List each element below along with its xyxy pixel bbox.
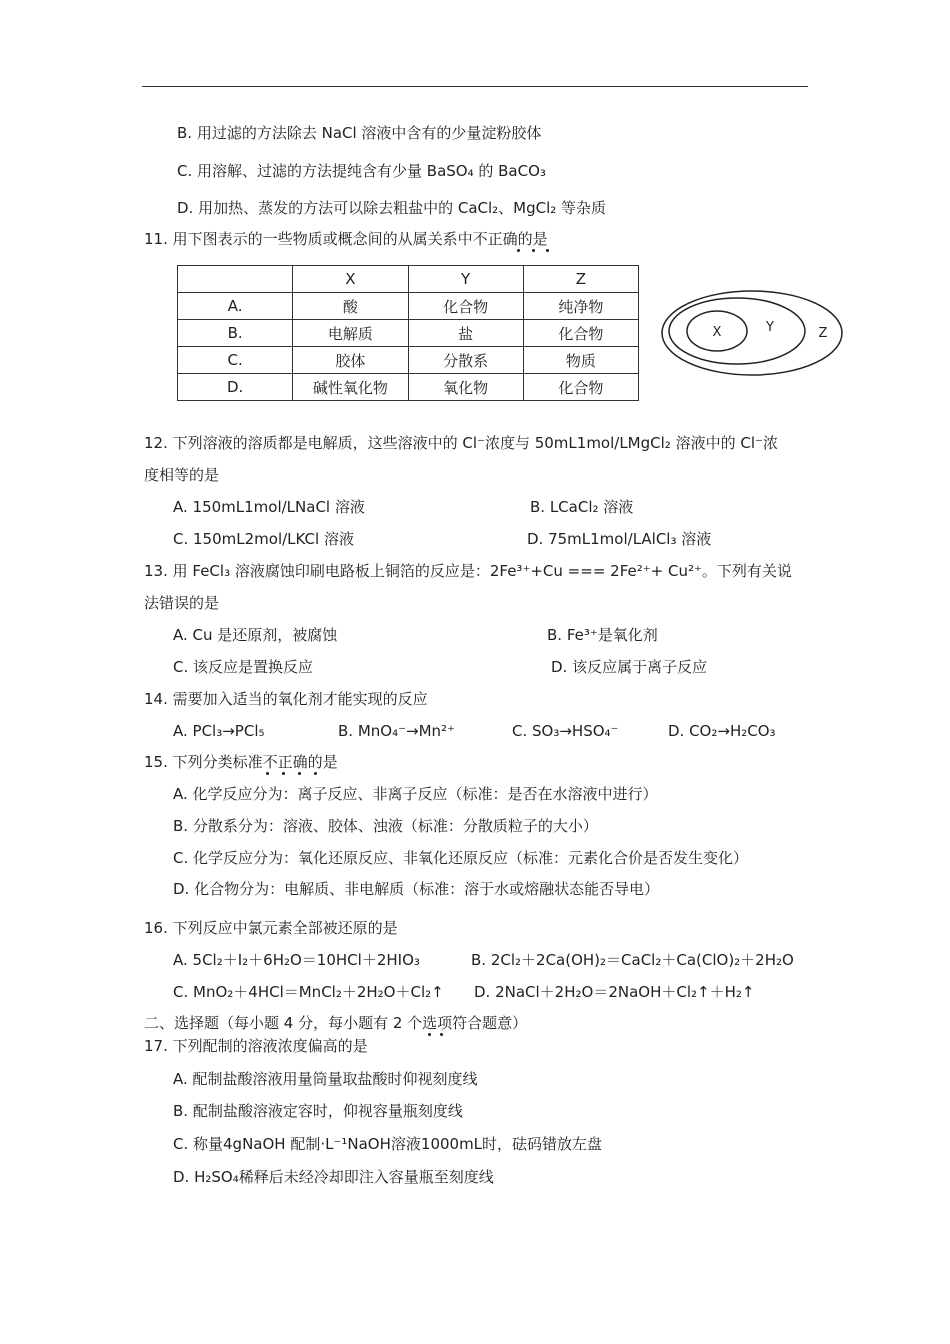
q15-option-a: A. 化学反应分为：离子反应、非离子反应（标准：是否在水溶液中进行） — [173, 785, 658, 803]
venn-diagram — [660, 289, 850, 379]
q14-option-a: A. PCl₃→PCl₅ — [173, 722, 265, 740]
q11-stem: 11. 用下图表示的一些物质或概念间的从属关系中不正确的是 — [144, 230, 548, 248]
table-cell: A. — [178, 293, 293, 320]
venn-outer-ellipse — [662, 291, 842, 375]
table-header-row — [178, 266, 639, 293]
emphasis-dots — [512, 249, 552, 255]
table-cell: D. — [178, 374, 293, 401]
table-cell: 胶体 — [293, 347, 408, 374]
table-header-cell: X — [293, 266, 408, 293]
table-cell: 分散系 — [408, 347, 523, 374]
q15-option-b: B. 分散系分为：溶液、胶体、浊液（标准：分散质粒子的大小） — [173, 817, 598, 835]
q14-stem: 14. 需要加入适当的氧化剂才能实现的反应 — [144, 690, 428, 708]
section-heading: 二、选择题（每小题 4 分，每小题有 2 个选项符合题意） — [144, 1014, 528, 1032]
q13-stem-line2: 法错误的是 — [144, 594, 220, 612]
q12-option-a: A. 150mL1mol/LNaCl 溶液 — [173, 498, 365, 516]
table-row — [178, 374, 639, 401]
venn-label-y: Y — [766, 320, 774, 335]
q13-option-a: A. Cu 是还原剂，被腐蚀 — [173, 626, 338, 644]
table-cell: 碱性氧化物 — [293, 374, 408, 401]
emphasis-dots — [426, 1033, 446, 1039]
venn-middle-ellipse — [669, 298, 805, 364]
q16-stem: 16. 下列反应中氯元素全部被还原的是 — [144, 919, 398, 937]
q15-option-c: C. 化学反应分为：氧化还原反应、非氧化还原反应（标准：元素化合价是否发生变化） — [173, 849, 749, 867]
q16-option-a: A. 5Cl₂＋I₂＋6H₂O＝10HCl＋2HIO₃ — [173, 951, 420, 969]
table-cell: 电解质 — [293, 320, 408, 347]
q10-option-c: C. 用溶解、过滤的方法提纯含有少量 BaSO₄ 的 BaCO₃ — [177, 162, 546, 180]
q17-option-d: D. H₂SO₄稀释后未经冷却即注入容量瓶至刻度线 — [173, 1168, 494, 1186]
q16-option-d: D. 2NaCl＋2H₂O＝2NaOH＋Cl₂↑＋H₂↑ — [474, 983, 755, 1001]
q13-stem-line1: 13. 用 FeCl₃ 溶液腐蚀印刷电路板上铜箔的反应是：2Fe³⁺+Cu === 2Fe²⁺+ Cu²⁺。下列有关说 — [144, 562, 792, 580]
table-header-cell: Z — [523, 266, 638, 293]
emphasis-dots — [264, 772, 324, 778]
table-cell: B. — [178, 320, 293, 347]
q12-option-c: C. 150mL2mol/LKCl 溶液 — [173, 530, 354, 548]
q10-option-b: B. 用过滤的方法除去 NaCl 溶液中含有的少量淀粉胶体 — [177, 124, 542, 142]
q17-option-b: B. 配制盐酸溶液定容时，仰视容量瓶刻度线 — [173, 1102, 463, 1120]
table-cell: 化合物 — [523, 374, 638, 401]
table-row — [178, 347, 639, 374]
q12-option-b: B. LCaCl₂ 溶液 — [530, 498, 634, 516]
q12-stem-line1: 12. 下列溶液的溶质都是电解质，这些溶液中的 Cl⁻浓度与 50mL1mol/LMgCl₂ 溶液中的 Cl⁻浓 — [144, 434, 778, 452]
table-row — [178, 320, 639, 347]
table-header-cell: Y — [408, 266, 523, 293]
q16-option-b: B. 2Cl₂＋2Ca(OH)₂＝CaCl₂＋Ca(ClO)₂＋2H₂O — [471, 951, 794, 969]
table-cell: 氧化物 — [408, 374, 523, 401]
table-row — [178, 293, 639, 320]
q14-option-d: D. CO₂→H₂CO₃ — [668, 722, 776, 740]
table-cell: 化合物 — [523, 320, 638, 347]
table-cell: 纯净物 — [523, 293, 638, 320]
table-cell: 盐 — [408, 320, 523, 347]
table-cell: 酸 — [293, 293, 408, 320]
q15-option-d: D. 化合物分为：电解质、非电解质（标准：溶于水或熔融状态能否导电） — [173, 880, 660, 898]
q14-option-c: C. SO₃→HSO₄⁻ — [512, 722, 619, 740]
q15-stem: 15. 下列分类标准不正确的是 — [144, 753, 338, 771]
q14-option-b: B. MnO₄⁻→Mn²⁺ — [338, 722, 455, 740]
header-rule — [142, 86, 808, 87]
venn-label-x: X — [712, 325, 722, 340]
q11-table — [177, 265, 639, 401]
q16-option-c: C. MnO₂＋4HCl＝MnCl₂＋2H₂O＋Cl₂↑ — [173, 983, 444, 1001]
table-cell: 化合物 — [408, 293, 523, 320]
table-cell: C. — [178, 347, 293, 374]
q12-stem-line2: 度相等的是 — [144, 466, 220, 484]
q13-option-c: C. 该反应是置换反应 — [173, 658, 314, 676]
table-cell: 物质 — [523, 347, 638, 374]
q13-option-d: D. 该反应属于离子反应 — [551, 658, 708, 676]
q12-option-d: D. 75mL1mol/LAlCl₃ 溶液 — [527, 530, 712, 548]
q17-stem: 17. 下列配制的溶液浓度偏高的是 — [144, 1037, 368, 1055]
q13-option-b: B. Fe³⁺是氧化剂 — [547, 626, 658, 644]
table-header-cell — [178, 266, 293, 293]
q17-option-c: C. 称量4gNaOH 配制·L⁻¹NaOH溶液1000mL时，砝码错放左盘 — [173, 1135, 603, 1153]
venn-label-z: Z — [818, 326, 828, 341]
q10-option-d: D. 用加热、蒸发的方法可以除去粗盐中的 CaCl₂、MgCl₂ 等杂质 — [177, 199, 607, 217]
q17-option-a: A. 配制盐酸溶液用量筒量取盐酸时仰视刻度线 — [173, 1070, 478, 1088]
